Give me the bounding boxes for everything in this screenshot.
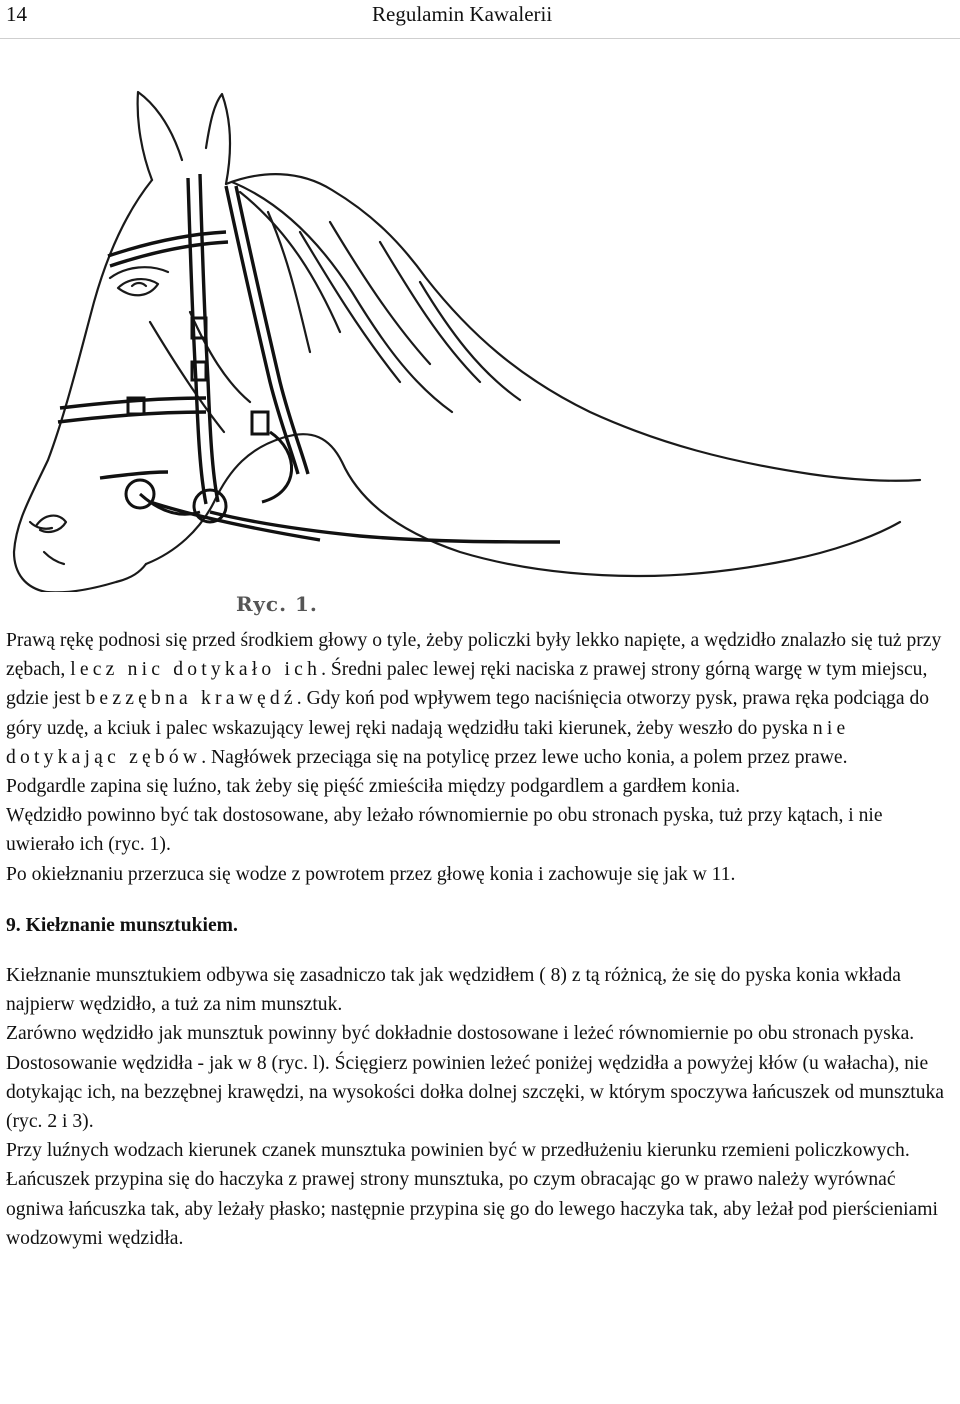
running-title: Regulamin Kawalerii	[372, 2, 553, 26]
paragraph: Łańcuszek przypina się do haczyka z prawej strony munsztuka, po czym obracając go w prawo należy wyrównać ogniwa łańcuszka tak, aby leżały płasko; następnie przypina się go do lewego haczyka tak, aby leżał pod pierścieniami wodzowymi wędzidła.	[6, 1169, 938, 1249]
paragraph: Dostosowanie wędzidła - jak w 8 (ryc. l). Ścięgierz powinien leżeć poniżej wędzidła a powyżej kłów (u wałacha), nie dotykając ich, na bezzębnej krawędzi, na wysokości dołka dolnej szczęki, w którym spoczywa łańcuszek od munsztuka (ryc. 2 i 3).	[6, 1052, 945, 1133]
page-number: 14	[6, 2, 27, 26]
section-heading: 9. Kiełznanie munsztukiem.	[6, 914, 238, 936]
paragraph: Podgardle zapina się luźno, tak żeby się pięść zmieściła między podgardlem a gardłem konia.	[6, 776, 740, 798]
horse-head-bridle-illustration	[0, 82, 960, 592]
spaced-emphasis: nie dotykając zębów	[6, 717, 850, 768]
paragraph: Po okiełznaniu przerzuca się wodze z powrotem przez głowę konia i zachowuje się jak w 11.	[6, 863, 736, 885]
spaced-emphasis: bezzębna krawędź	[85, 688, 297, 710]
paragraph: Wędzidło powinno być tak dostosowane, aby leżało równomiernie po obu stronach pyska, tuż przy kątach, i nie uwierało ich (ryc. 1).	[6, 805, 883, 856]
paragraph: Kiełznanie munsztukiem odbywa się zasadniczo tak jak wędzidłem ( 8) z tą różnicą, że się do pyska konia wkłada najpierw wędzidło, a tuż za nim munsztuk.	[6, 965, 901, 1016]
spaced-emphasis: lecz nic dotykało ich	[70, 659, 322, 681]
figure-caption: Ryc. 1.	[236, 592, 318, 616]
paragraph: Przy luźnych wodzach kierunek czanek munsztuka powinien być w przedłużeniu kierunku rzemieni policzkowych.	[6, 1140, 910, 1162]
body-text	[6, 626, 950, 1253]
paragraph: Zarówno wędzidło jak munsztuk powinny być dokładnie dostosowane i leżeć równomiernie po obu stronach pyska.	[6, 1023, 915, 1045]
figure	[0, 82, 960, 622]
page-header	[0, 0, 960, 39]
paragraph: Prawą rękę podnosi się przed środkiem głowy o tyle, żeby policzki były lekko napięte, a wędzidło znalazło się tuż przy zębach, lecz nic dotykało ich. Średni palec lewej ręki naciska z prawej strony górną wargę w tym miejscu, gdzie jest bezzębna krawędź. Gdy koń pod wpływem tego naciśnięcia otworzy pysk, prawa ręka podciąga do góry uzdę, a kciuk i palec wskazujący lewej ręki nadają wędzidłu taki kierunek, żeby weszło do pyska nie dotykając zębów. Nagłówek przeciąga się na potylicę przez lewe ucho konia, a polem przez prawe.	[6, 630, 942, 768]
